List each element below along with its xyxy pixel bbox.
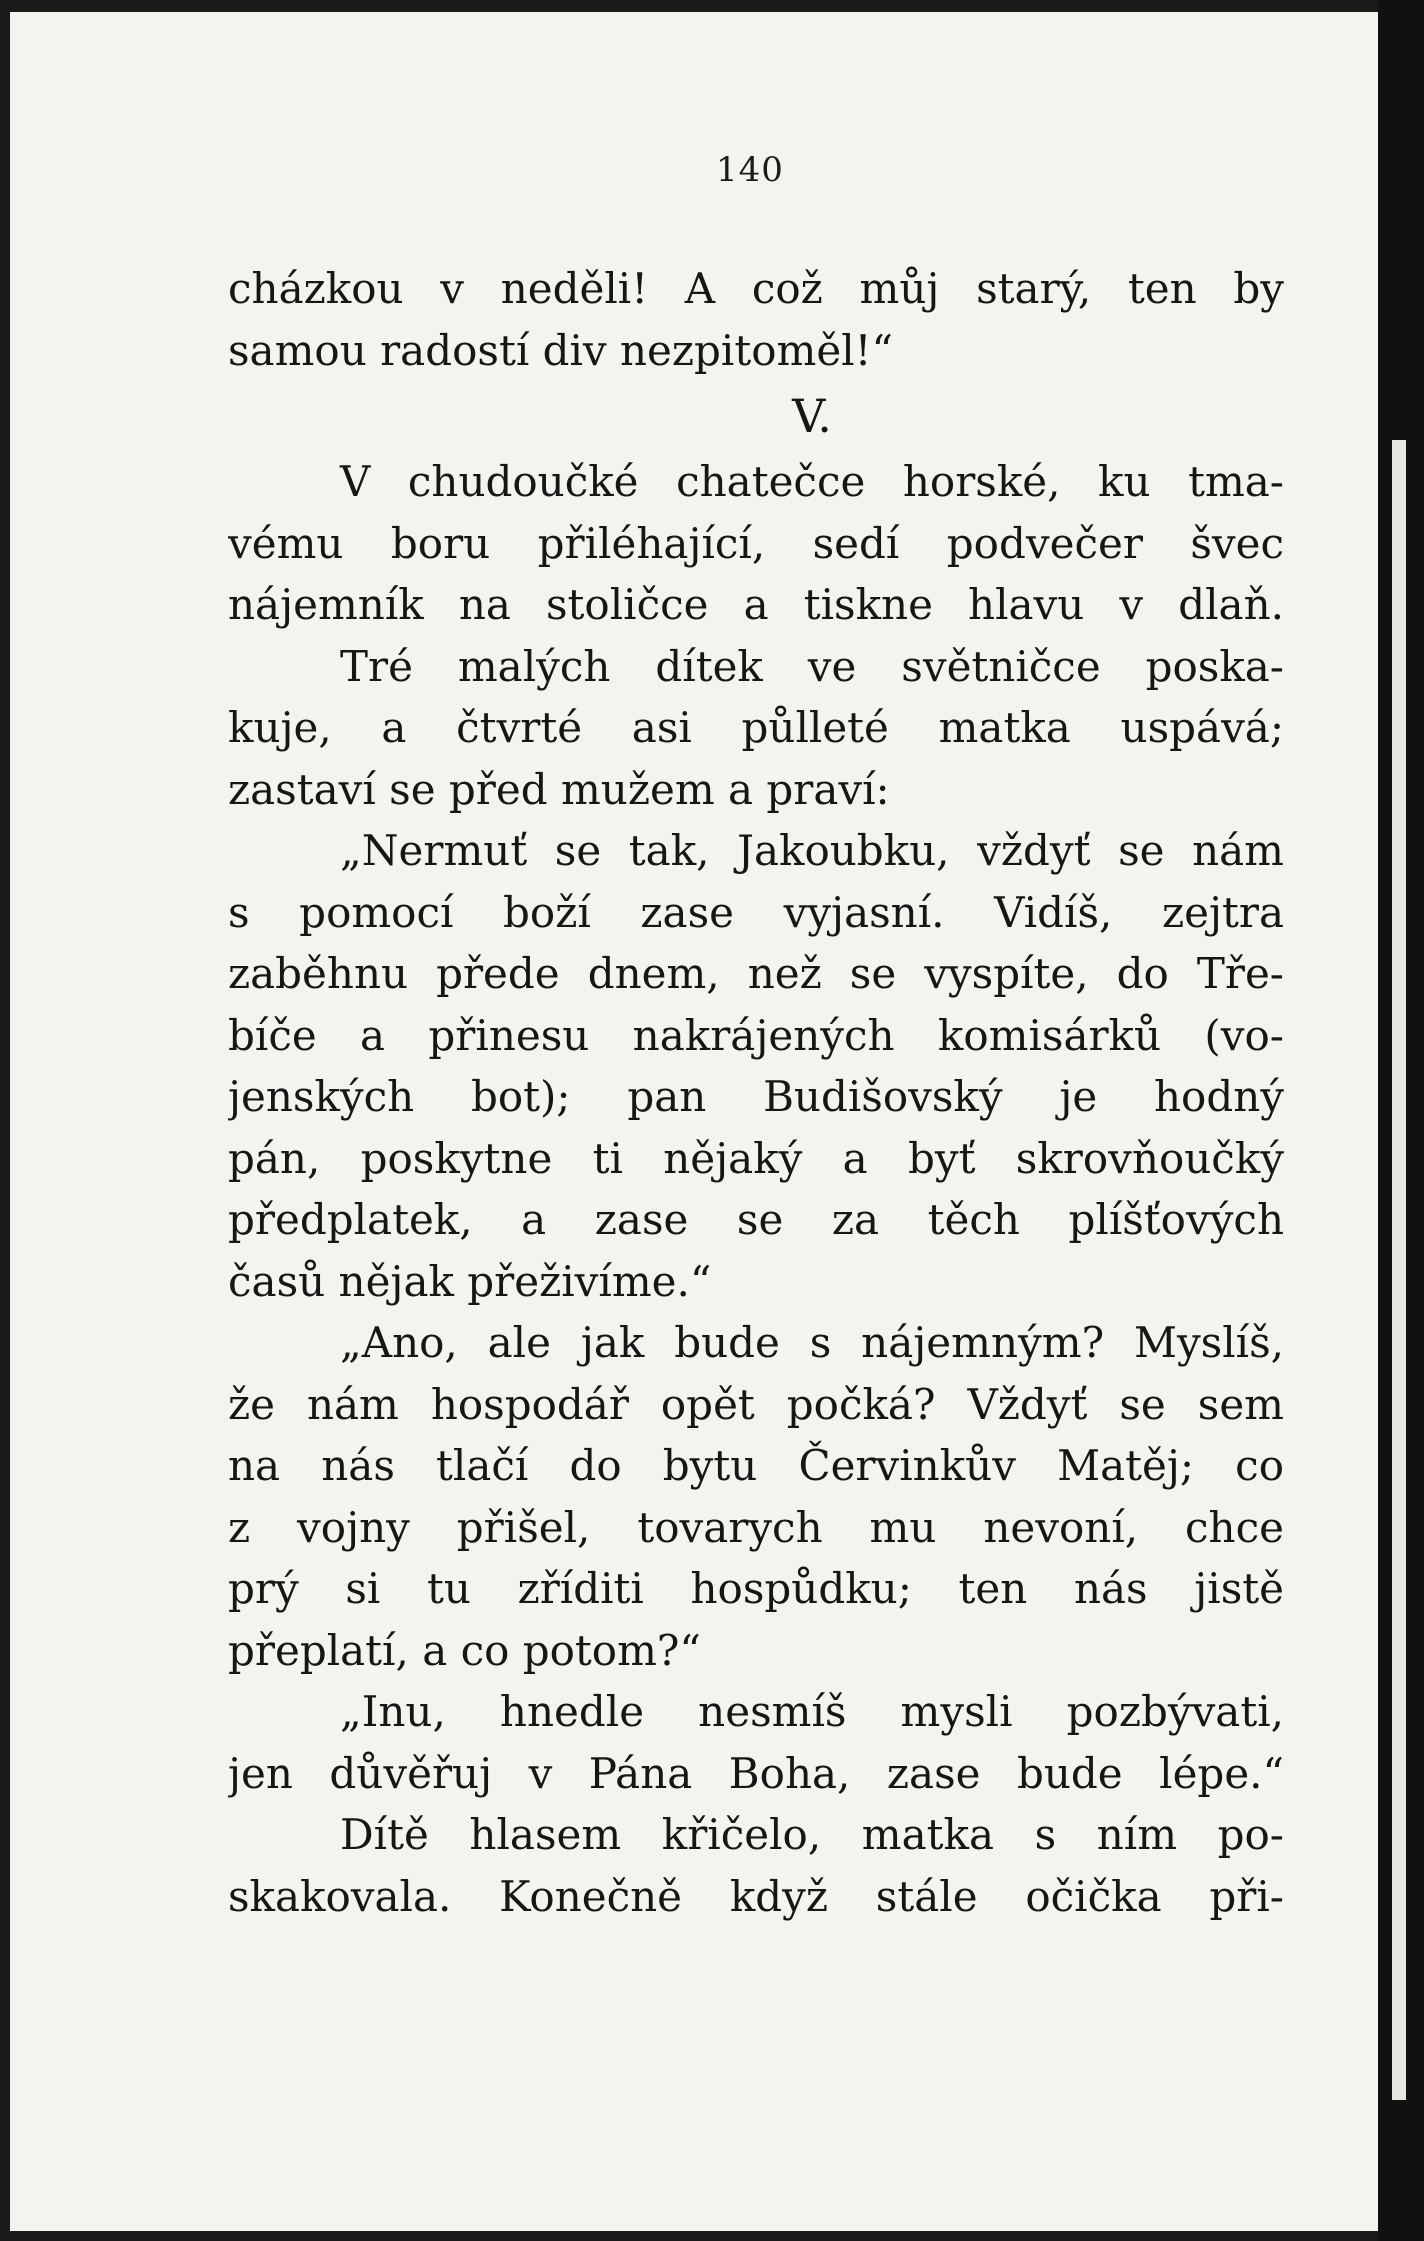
book-page <box>10 12 1378 2231</box>
text-line: prý si tu zříditi hospůdku; ten nás jistě <box>228 1564 1284 1613</box>
text-line: pán, poskytne ti nějaký a byť skrovňoučký <box>228 1133 1284 1183</box>
text-line: s pomocí boží zase vyjasní. Vidíš, zejtra <box>228 887 1284 937</box>
text-line: přeplatí, a co potom?“ <box>228 1625 701 1675</box>
body-text <box>228 258 1284 1927</box>
text-line: skakovala. Konečně když stále očička při- <box>228 1871 1284 1921</box>
text-line: z vojny přišel, tovarych mu nevoní, chce <box>228 1502 1284 1552</box>
text-line: jenských bot); pan Budišovský je hodný <box>228 1072 1284 1121</box>
page-number: 140 <box>716 150 784 190</box>
text-line: zastaví se před mužem a praví: <box>228 764 890 814</box>
text-line: na nás tlačí do bytu Červinkův Matěj; co <box>228 1441 1284 1490</box>
text-line: „Ano, ale jak bude s nájemným? Myslíš, <box>340 1318 1284 1367</box>
text-line: Dítě hlasem křičelo, matka s ním po- <box>340 1810 1284 1859</box>
text-line: zaběhnu přede dnem, než se vyspíte, do Tře- <box>228 949 1284 998</box>
text-line: V chudoučké chatečce horské, ku tma- <box>340 457 1284 506</box>
text-line: předplatek, a zase se za těch plíšťových <box>228 1195 1284 1244</box>
chapter-heading: V. <box>792 389 832 443</box>
text-line: časů nějak přeživíme.“ <box>228 1256 712 1306</box>
text-line: jen důvěřuj v Pána Boha, zase bude lépe.“ <box>228 1748 1284 1798</box>
text-line: vému boru přiléhající, sedí podvečer švec <box>228 518 1284 568</box>
text-line: „Nermuť se tak, Jakoubku, vždyť se nám <box>340 826 1284 875</box>
text-line: samou radostí div nezpitoměl!“ <box>228 325 893 375</box>
text-line: bíče a přinesu nakrájených komisárků (vo- <box>228 1010 1284 1060</box>
text-line: „Inu, hnedle nesmíš mysli pozbývati, <box>340 1687 1284 1736</box>
text-line: Tré malých dítek ve světničce poska- <box>340 641 1284 691</box>
next-page-edge <box>1392 440 1406 2100</box>
text-line: cházkou v neděli! A což můj starý, ten by <box>228 264 1284 313</box>
text-line: že nám hospodář opět počká? Vždyť se sem <box>228 1379 1284 1429</box>
text-line: kuje, a čtvrté asi půlleté matka uspává; <box>228 703 1284 752</box>
page-edge-shadow <box>1378 0 1424 2241</box>
text-line: nájemník na stoličce a tiskne hlavu v dlaň. <box>228 580 1284 629</box>
